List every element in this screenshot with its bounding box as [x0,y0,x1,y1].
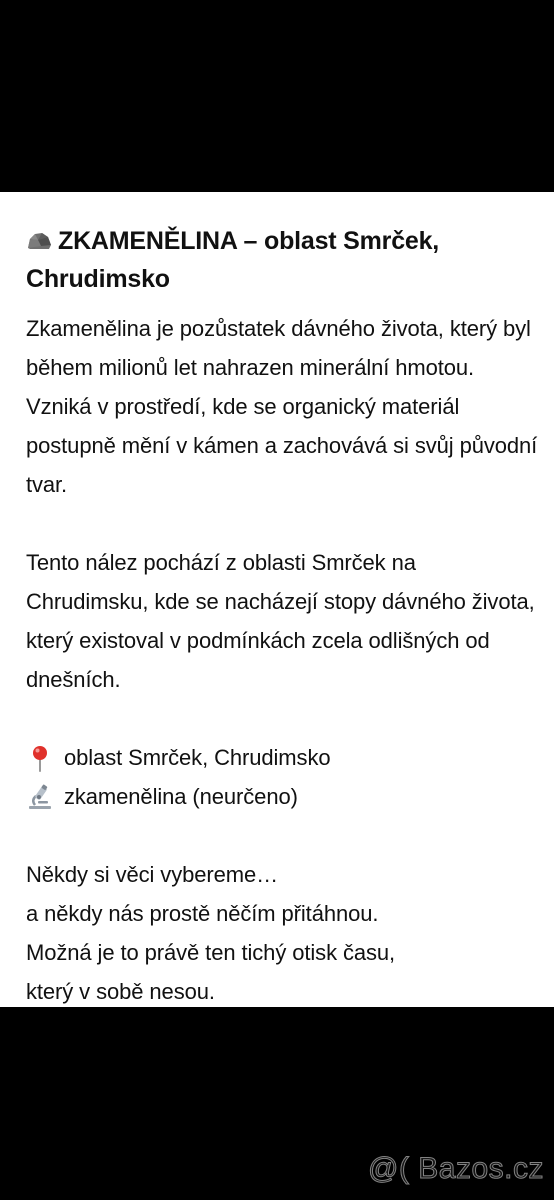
pin-icon [26,744,54,772]
post-card [0,192,554,1007]
rock-icon [26,223,52,242]
post-title-text: ZKAMENĚLINA – oblast Smrček, Chrudimsko [26,227,440,293]
fossil-type-line [26,777,538,816]
description-paragraph-1: Zkamenělina je pozůstatek dávného života, který byl během milionů let nahrazen minerální hmotou. Vzniká v prostředí, kde se organický materiál postupně mění v kámen a zachovává si svůj původní tvar. [26,316,538,497]
bottom-black-band [0,1007,554,1200]
closing-verse [26,855,538,1011]
location-line [26,738,538,777]
top-black-band [0,0,554,192]
verse-line-1: Někdy si věci vybereme… [26,862,279,887]
post-title [26,222,538,298]
info-list [26,738,538,816]
microscope-icon [26,783,54,811]
verse-line-3: Možná je to právě ten tichý otisk času, [26,940,396,965]
bazos-watermark: @( Bazos.cz [368,1152,544,1185]
verse-line-2: a někdy nás prostě něčím přitáhnou. [26,901,379,926]
fossil-type-text: zkamenělina (neurčeno) [64,784,298,809]
location-text: oblast Smrček, Chrudimsko [64,745,331,770]
verse-line-4: který v sobě nesou. [26,979,215,1004]
description-paragraph-2: Tento nález pochází z oblasti Smrček na Chrudimsku, kde se nacházejí stopy dávného života, který existoval v podmínkách zcela odlišných od dnešních. [26,550,535,692]
